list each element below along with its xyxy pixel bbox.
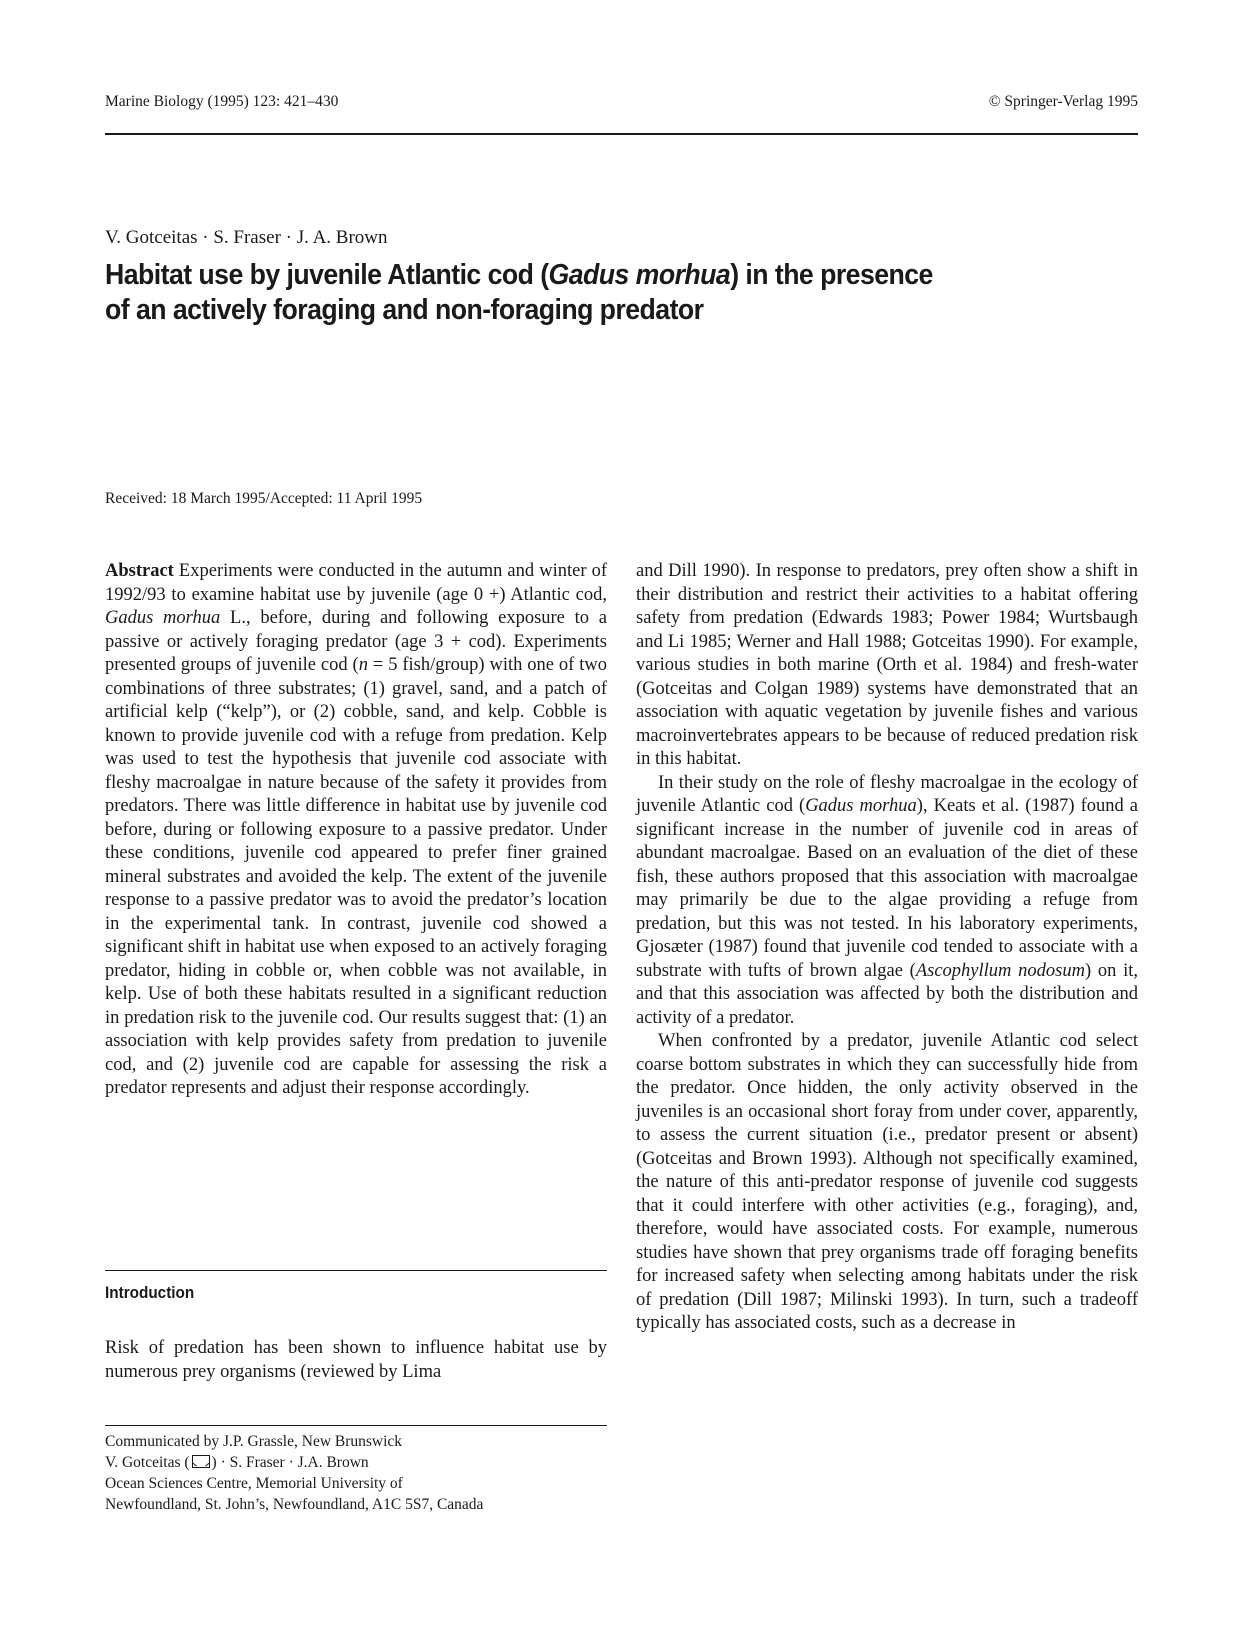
abstract-species: Gadus morhua — [105, 608, 221, 628]
affiliation-line-1: Ocean Sciences Centre, Memorial University of — [105, 1475, 403, 1492]
corresponding-author — [105, 1452, 607, 1473]
p2-species-2: Ascophyllum nodosum — [915, 960, 1085, 981]
p2-text-c: ) on it, and that this association was affected by both the distribution and activity of a predator. — [636, 960, 1138, 1028]
section-rule — [105, 1270, 607, 1271]
affiliation-line-2: Newfoundland, St. John’s, Newfoundland, A1C 5S7, Canada — [105, 1496, 484, 1513]
introduction-text — [105, 1337, 607, 1384]
abstract-text-3: = 5 fish/group) with one of two combinations of three substrates; (1) gravel, sand, and a patch of artificial kelp (“kelp”), or (2) cobble, sand, and kelp. Cobble is known to provide juvenile cod with a refuge from predation. Kelp was used to test the hypothesis that juvenile cod associate with fleshy macroalgae in nature because of the safety it provides from predators. There was little difference in habitat use by juvenile cod before, during or following exposure to a passive predator. Under these conditions, juvenile cod appeared to prefer finer grained mineral substrates and avoided the kelp. The extent of the juvenile response to a passive predator was to avoid the predator’s location in the experimental tank. In contrast, juvenile cod showed a significant shift in habitat use when exposed to an actively foraging predator, hiding in cobble or, when cobble was not available, in kelp. Use of both these habitats resulted in a significant reduction in predation risk to the juvenile cod. Our results suggest that: (1) an association with kelp provides safety from predation to juvenile cod, and (2) juvenile cod are capable for assessing the risk a predator represents and adjust their response accordingly. — [105, 655, 608, 1098]
article-title — [105, 258, 1062, 328]
communicated-by: Communicated by J.P. Grassle, New Brunswick — [105, 1433, 403, 1450]
p2-species: Gadus morhua — [805, 796, 917, 816]
title-part1: Habitat use by juvenile Atlantic cod ( — [105, 259, 549, 291]
envelope-icon — [192, 1455, 210, 1468]
title-part2: ) in the presence — [730, 259, 933, 291]
intro-paragraph: Risk of predation has been shown to influence habitat use by numerous prey organisms (reviewed by Lima — [105, 1338, 607, 1382]
left-column — [105, 560, 607, 1101]
right-column — [636, 560, 1138, 1336]
p2-text-a: In their study on the role of fleshy macroalgae in the ecology of juvenile Atlantic cod ( — [636, 772, 1138, 816]
body-paragraph-3: When confronted by a predator, juvenile Atlantic cod select coarse bottom substrates in which they can successfully hide from the predator. Once hidden, the only activity observed in the juveniles is an occasional short foray from under cover, apparently, to assess the current situation (i.e., predator present or absent) (Gotceitas and Brown 1993). Although not specifically examined, the nature of this anti-predator response of juvenile cod suggests that it could interfere with other activities (e.g., foraging), and, therefore, would have associated costs. For example, numerous studies have shown that prey organisms trade off foraging benefits for increased safety when selecting among habitats under the risk of predation (Dill 1987; Milinski 1993). In turn, such a tradeoff typically has associated costs, such as a decrease in — [636, 1031, 1138, 1333]
received-dates: Received: 18 March 1995/Accepted: 11 April 1995 — [105, 490, 423, 507]
p2-text-b: ), Keats et al. (1987) found a significant increase in the number of juvenile cod in areas of abundant macroalgae. Based on an evaluation of the diet of these fish, these authors proposed that this association with macroalgae may primarily be due to the algae providing a refuge from predation, but this was not tested. In his laboratory experiments, Gjosæter (1987) found that juvenile cod tended to associate with a substrate with tufts of brown algae ( — [636, 796, 1138, 981]
running-head — [105, 92, 1138, 112]
abstract-label: Abstract — [105, 561, 174, 581]
abstract-n: n — [358, 655, 368, 675]
footnote-rule — [105, 1425, 607, 1426]
body-paragraph-1: and Dill 1990). In response to predators, prey often show a shift in their distribution and restrict their activities to a habitat offering safety from predation (Edwards 1983; Power 1984; Wurtsbaugh and Li 1985; Werner and Hall 1988; Gotceitas 1990). For example, various studies in both marine (Orth et al. 1984) and fresh-water (Gotceitas and Colgan 1989) systems have demonstrated that an association with aquatic vegetation by juvenile fishes and various macroinvertebrates appears to be because of reduced predation risk in this habitat. — [636, 561, 1138, 769]
footnote — [105, 1431, 607, 1515]
journal-citation: Marine Biology (1995) 123: 421–430 — [105, 93, 339, 110]
corr-author-a: V. Gotceitas ( — [105, 1454, 190, 1471]
introduction-heading: Introduction — [105, 1283, 195, 1302]
header-rule — [105, 133, 1138, 135]
author-list: V. Gotceitas · S. Fraser · J. A. Brown — [105, 227, 388, 248]
abstract-text-2: L., before, during and following exposure to a passive or actively foraging predator (age 3 + cod). Experiments presented groups of juvenile cod ( — [105, 608, 607, 675]
abstract-paragraph — [105, 560, 607, 1101]
abstract-text-1: Experiments were conducted in the autumn and winter of 1992/93 to examine habitat use by juvenile (age 0 +) Atlantic cod, — [105, 561, 607, 605]
corr-author-b: ) · S. Fraser · J.A. Brown — [211, 1454, 369, 1471]
title-species: Gadus morhua — [548, 259, 731, 291]
body-paragraph-2 — [636, 772, 1138, 1031]
title-line2: of an actively foraging and non-foraging predator — [105, 294, 704, 326]
copyright-notice: © Springer-Verlag 1995 — [988, 93, 1138, 110]
